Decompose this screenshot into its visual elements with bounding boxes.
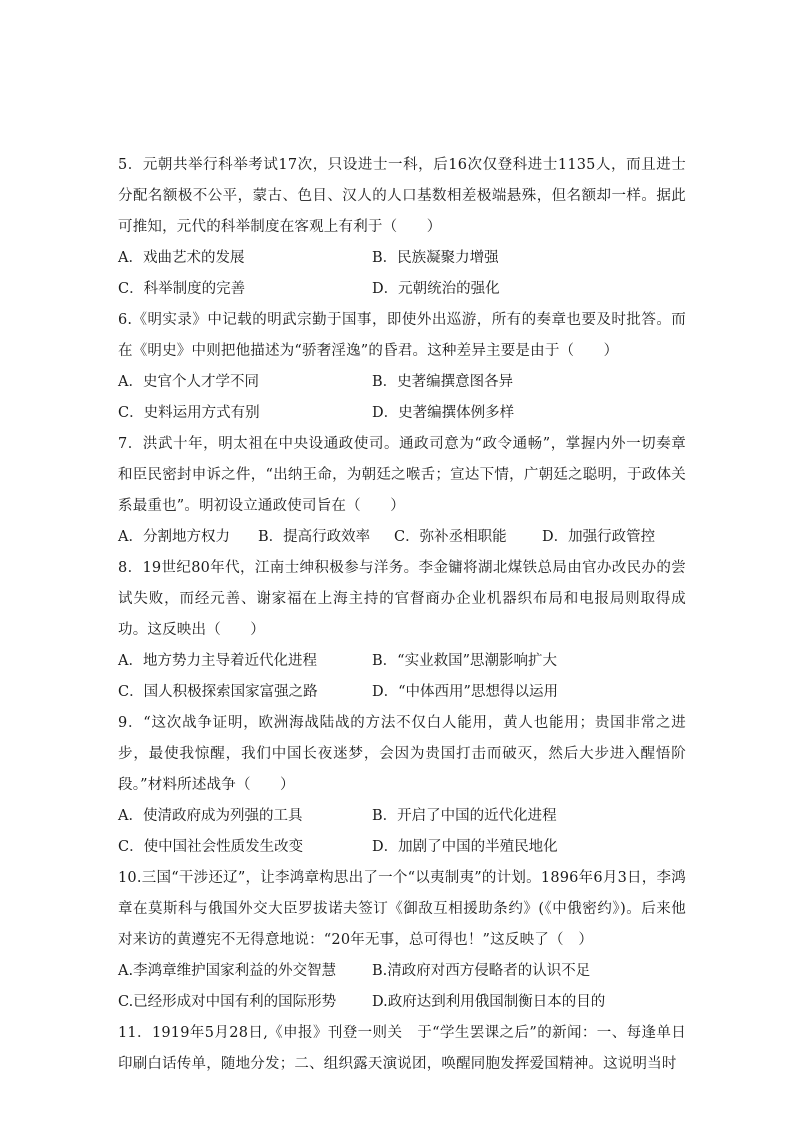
option-c: C．使中国社会性质发生改变 (118, 839, 304, 855)
option-b: B．民族凝聚力增强 (372, 250, 499, 266)
option-c: C．弥补丞相职能 (394, 529, 507, 545)
option-d: D．加剧了中国的半殖民地化 (372, 839, 558, 855)
option-d: D．元朝统治的强化 (372, 281, 500, 297)
question-8 (118, 553, 686, 708)
option-c: C.已经形成对中国有利的国际形势 (118, 994, 337, 1010)
option-b: B．“实业救国”思潮影响扩大 (372, 653, 557, 669)
option-c: C．科举制度的完善 (118, 281, 246, 297)
option-b: B．开启了中国的近代化进程 (372, 808, 557, 824)
option-a: A．地方势力主导着近代化进程 (118, 653, 317, 669)
option-a: A．分割地方权力 (118, 529, 230, 545)
question-stem: 7．洪武十年，明太祖在中央设通政使司。通政司意为“政令通畅”，掌握内外一切奏章和臣民密封申诉之件，“出纳王命，为朝廷之喉舌；宣达下情，广朝廷之聪明，于政体关系最重也”。明初设立通政使司旨在（ ） (118, 436, 686, 514)
question-stem: 5．元朝共举行科举考试17次，只设进士一科，后16次仅登科进士1135人，而且进士分配名额极不公平，蒙古、色目、汉人的人口基数相差极端悬殊，但名额却一样。据此可推知，元代的科举制度在客观上有利于（ ） (118, 157, 686, 235)
option-a: A．戏曲艺术的发展 (118, 250, 245, 266)
option-list (118, 956, 686, 1018)
question-11 (118, 1018, 686, 1080)
option-c: C．史料运用方式有别 (118, 405, 260, 421)
question-stem: 8．19世纪80年代，江南士绅积极参与洋务。李金镛将湖北煤铁总局由官办改民办的尝试失败，而经元善、谢家福在上海主持的官督商办企业机器织布局和电报局则取得成功。这反映出（ ） (118, 560, 686, 638)
option-a: A.李鸿章维护国家利益的外交智慧 (118, 963, 337, 979)
option-d: D．史著编撰体例多样 (372, 405, 515, 421)
option-b: B．史著编撰意图各异 (372, 374, 514, 390)
question-stem: 10.三国“干涉还辽”，让李鸿章构思出了一个“以夷制夷”的计划。1896年6月3日，李鸿章在莫斯科与俄国外交大臣罗拔诺夫签订《御敌互相援助条约》(《中俄密约》)。后来他对来访的黄遵宪不无得意地说：“20年无事，总可得也！”这反映了（ ） (118, 870, 686, 948)
question-10 (118, 863, 686, 1018)
question-6 (118, 305, 686, 429)
option-d: D.政府达到利用俄国制衡日本的目的 (372, 994, 606, 1010)
option-a: A．史官个人才学不同 (118, 374, 259, 390)
option-b: B.清政府对西方侵略者的认识不足 (372, 963, 591, 979)
option-list (118, 522, 686, 553)
option-c: C．国人积极探索国家富强之路 (118, 684, 318, 700)
option-list (118, 367, 686, 429)
question-7 (118, 429, 686, 553)
question-9 (118, 708, 686, 863)
option-d: D．加强行政管控 (542, 529, 656, 545)
question-stem: 6.《明实录》中记载的明武宗勤于国事，即使外出巡游，所有的奏章也要及时批答。而在《明史》中则把他描述为“骄奢淫逸”的昏君。这种差异主要是由于（ ） (118, 312, 686, 359)
option-list (118, 801, 686, 863)
exam-page (118, 150, 686, 1080)
option-d: D．“中体西用”思想得以运用 (372, 684, 558, 700)
question-5 (118, 150, 686, 305)
option-list (118, 646, 686, 708)
option-a: A．使清政府成为列强的工具 (118, 808, 303, 824)
question-stem: 11．1919年5月28日,《申报》刊登一则关 于“学生罢课之后”的新闻：一、每逢单日印刷白话传单，随地分发；二、组织露天演说团，唤醒同胞发挥爱国精神。这说明当时 (118, 1025, 686, 1072)
question-stem: 9．“这次战争证明，欧洲海战陆战的方法不仅白人能用，黄人也能用；贵国非常之进步，最使我惊醒，我们中国长夜迷梦，会因为贵国打击而破灭，然后大步进入醒悟阶段。”材料所述战争（ ） (118, 715, 686, 793)
option-b: B．提高行政效率 (258, 529, 371, 545)
option-list (118, 243, 686, 305)
